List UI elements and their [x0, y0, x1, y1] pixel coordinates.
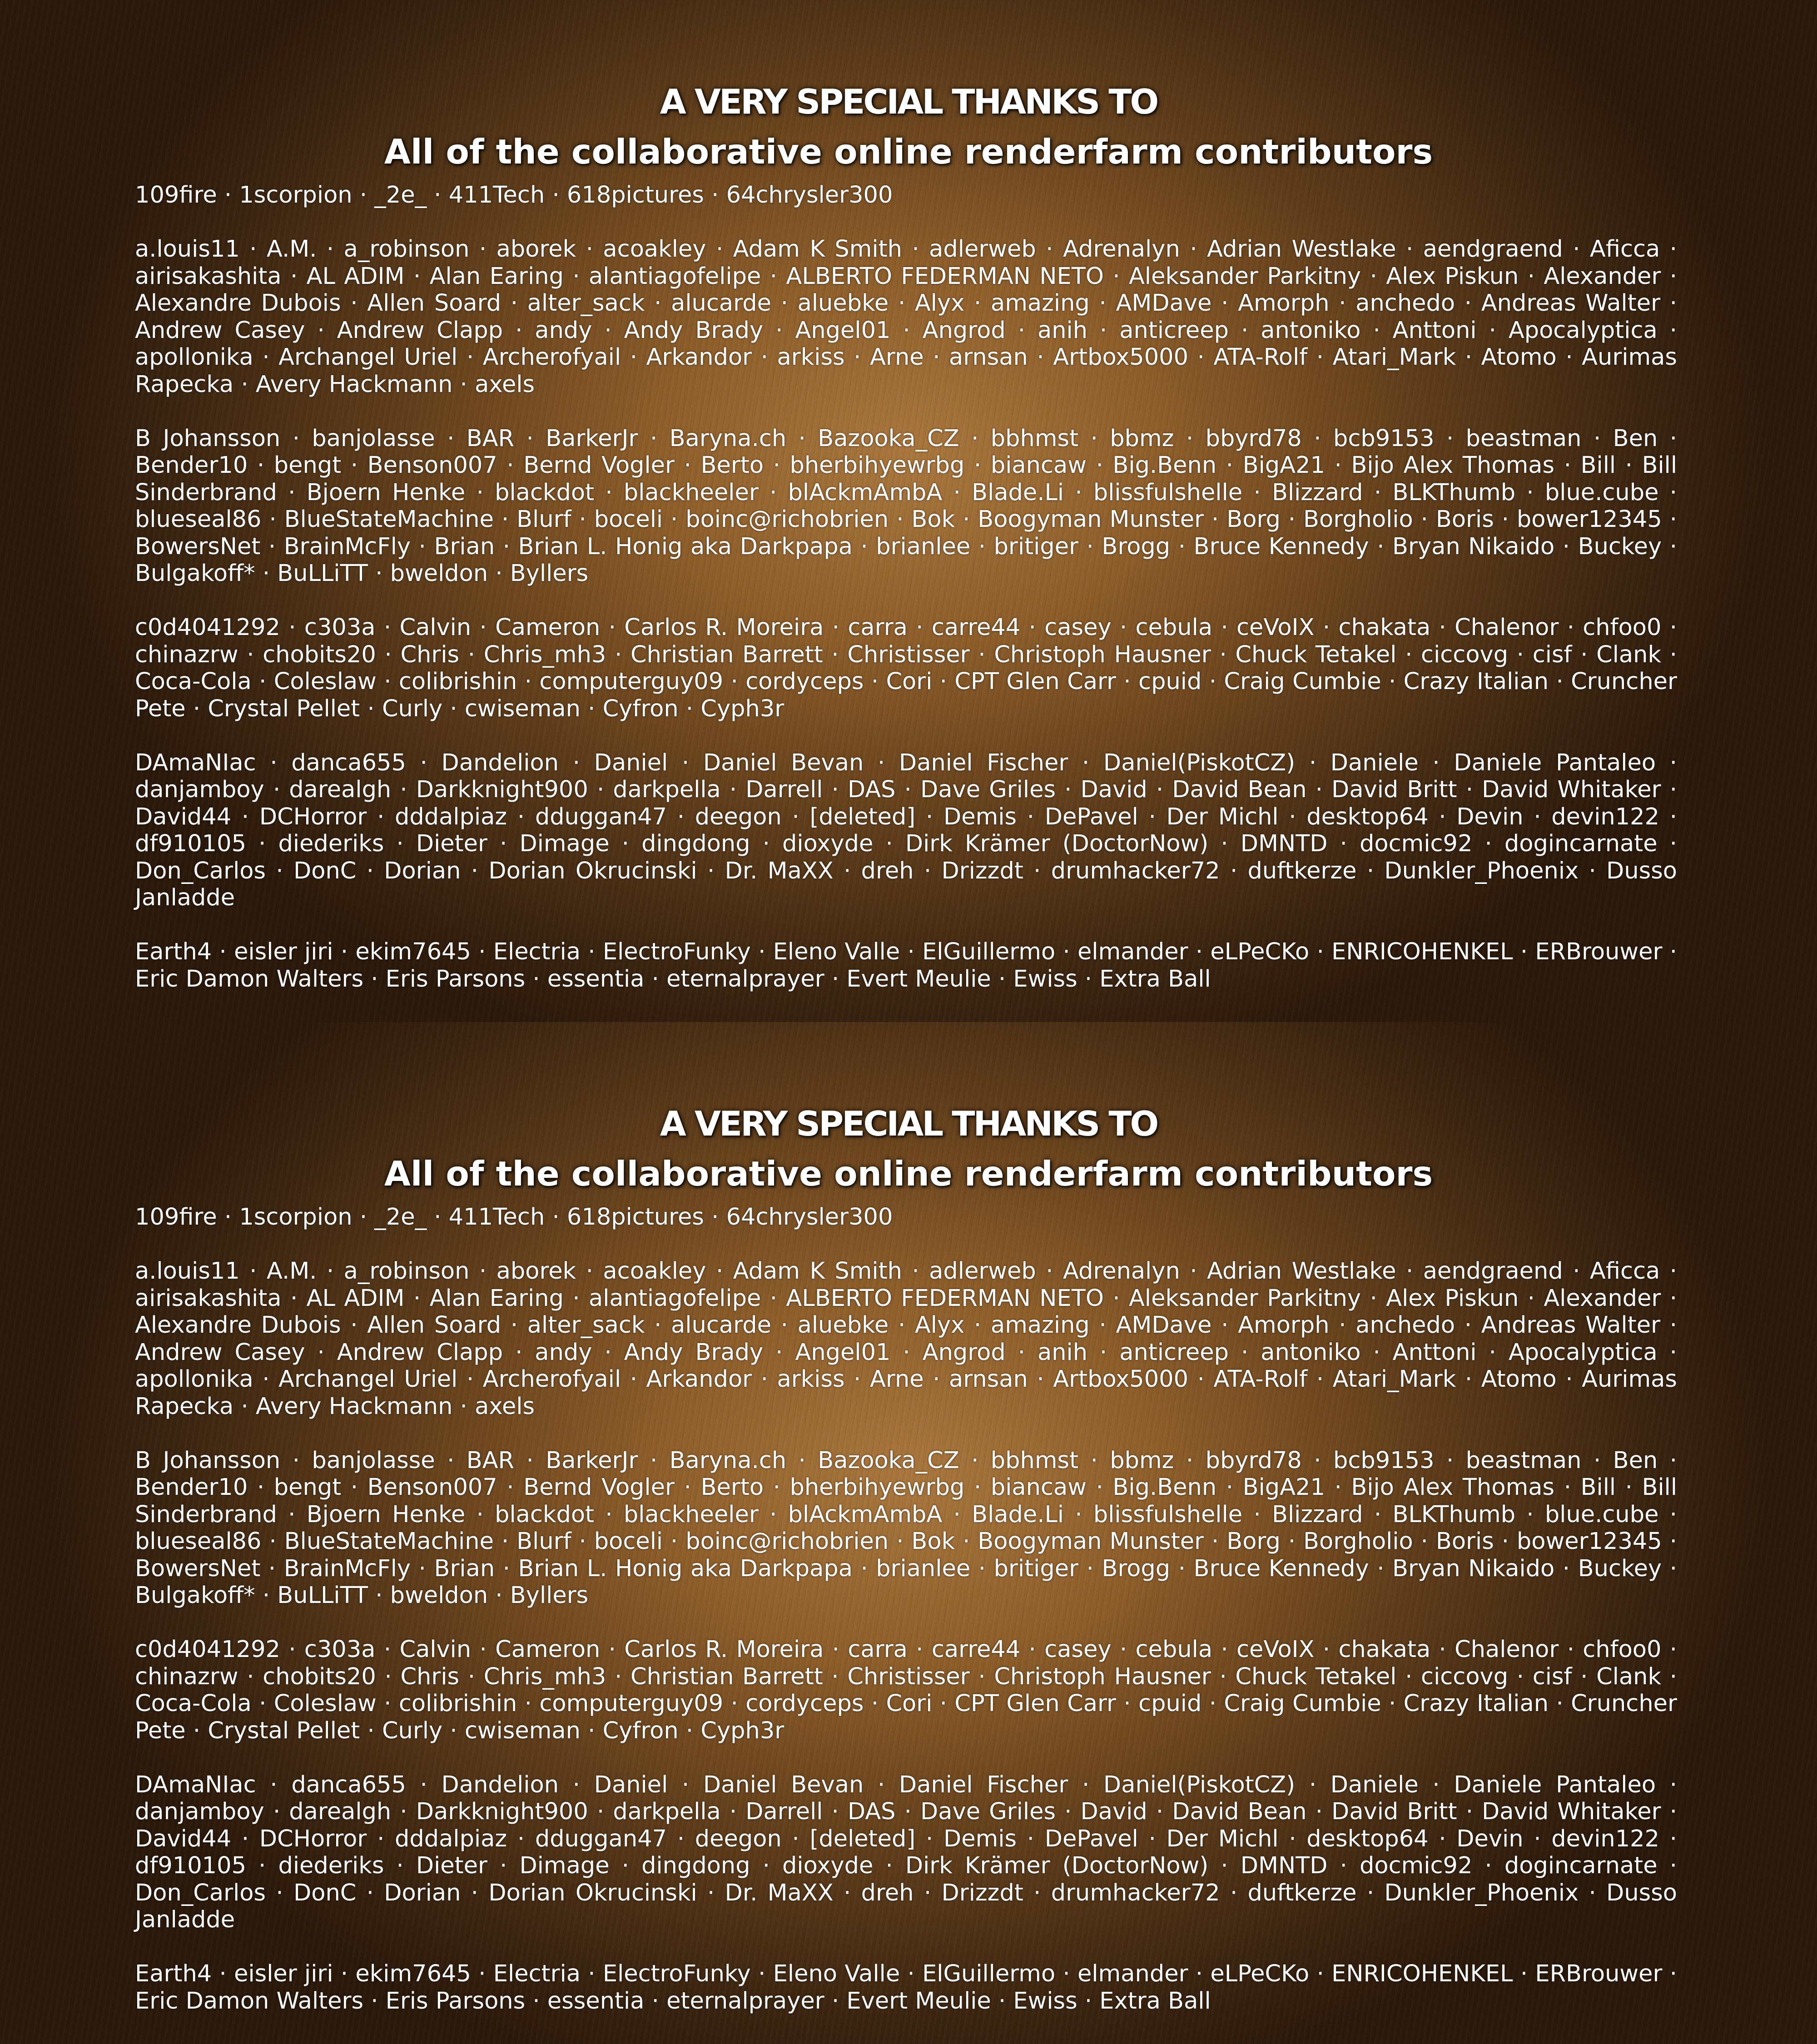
contributor-list — [135, 1204, 1677, 2042]
contributors-group-c: c0d4041292 · c303a · Calvin · Cameron · Carlos R. Moreira · carra · carre44 · casey · cebula · ceVoIX · chakata · Chalenor · chfoo0 · chinazrw · chobits20 · Chris · Chris_mh3 · Christian Barrett · Christisser · Christoph Hausner · Chuck Tetakel · ciccovg · cisf · Clank · Coca-Cola · Coleslaw · colibrishin · computerguy09 · cordyceps · Cori · CPT Glen Carr · cpuid · Craig Cumbie · Crazy Italian · Cruncher Pete · Crystal Pellet · Curly · cwiseman · Cyfron · Cyph3r — [135, 1636, 1677, 1744]
contributors-group-a: a.louis11 · A.M. · a_robinson · aborek · acoakley · Adam K Smith · adlerweb · Adrenalyn · Adrian Westlake · aendgraend · Aficca · airisakashita · AL ADIM · Alan Earing · alantiagofelipe · ALBERTO FEDERMAN NETO · Aleksander Parkitny · Alex Piskun · Alexander · Alexandre Dubois · Allen Soard · alter_sack · alucarde · aluebke · Alyx · amazing · AMDave · Amorph · anchedo · Andreas Walter · Andrew Casey · Andrew Clapp · andy · Andy Brady · Angel01 · Angrod · anih · anticreep · antoniko · Anttoni · Apocalyptica · apollonika · Archangel Uriel · Archerofyail · Arkandor · arkiss · Arne · arnsan · Artbox5000 · ATA-Rolf · Atari_Mark · Atomo · Aurimas Rapecka · Avery Hackmann · axels — [135, 1258, 1677, 1420]
contributors-group-digits: 109fire · 1scorpion · _2e_ · 411Tech · 618pictures · 64chrysler300 — [135, 1204, 893, 1230]
contributors-group-d: DAmaNIac · danca655 · Dandelion · Daniel · Daniel Bevan · Daniel Fischer · Daniel(PiskotCZ) · Daniele · Daniele Pantaleo · danjamboy · darealgh · Darkknight900 · darkpella · Darrell · DAS · Dave Griles · David · David Bean · David Britt · David Whitaker · David44 · DCHorror · dddalpiaz · dduggan47 · deegon · [deleted] · Demis · DePavel · Der Michl · desktop64 · Devin · devin122 · df910105 · diederiks · Dieter · Dimage · dingdong · dioxyde · Dirk Krämer (DoctorNow) · DMNTD · docmic92 · dogincarnate · Don_Carlos · DonC · Dorian · Dorian Okrucinski · Dr. MaXX · dreh · Drizzdt · drumhacker72 · duftkerze · Dunkler_Phoenix · Dusso Janladde — [135, 749, 1677, 911]
contributors-group-b: B Johansson · banjolasse · BAR · BarkerJr · Baryna.ch · Bazooka_CZ · bbhmst · bbmz · bbyrd78 · bcb9153 · beastman · Ben · Bender10 · bengt · Benson007 · Bernd Vogler · Berto · bherbihyewrbg · biancaw · Big.Benn · BigA21 · Bijo Alex Thomas · Bill · Bill Sinderbrand · Bjoern Henke · blackdot · blackheeler · blAckmAmbA · Blade.Li · blissfulshelle · Blizzard · BLKThumb · blue.cube · blueseal86 · BlueStateMachine · Blurf · boceli · boinc@richobrien · Bok · Boogyman Munster · Borg · Borgholio · Boris · bower12345 · BowersNet · BrainMcFly · Brian · Brian L. Honig aka Darkpapa · brianlee · britiger · Brogg · Bruce Kennedy · Bryan Nikaido · Buckey · Bulgakoff* · BuLLiTT · bweldon · Byllers — [135, 425, 1677, 587]
contributors-group-d: DAmaNIac · danca655 · Dandelion · Daniel · Daniel Bevan · Daniel Fischer · Daniel(PiskotCZ) · Daniele · Daniele Pantaleo · danjamboy · darealgh · Darkknight900 · darkpella · Darrell · DAS · Dave Griles · David · David Bean · David Britt · David Whitaker · David44 · DCHorror · dddalpiaz · dduggan47 · deegon · [deleted] · Demis · DePavel · Der Michl · desktop64 · Devin · devin122 · df910105 · diederiks · Dieter · Dimage · dingdong · dioxyde · Dirk Krämer (DoctorNow) · DMNTD · docmic92 · dogincarnate · Don_Carlos · DonC · Dorian · Dorian Okrucinski · Dr. MaXX · dreh · Drizzdt · drumhacker72 · duftkerze · Dunkler_Phoenix · Dusso Janladde — [135, 1771, 1677, 1933]
thanks-heading: A VERY SPECIAL THANKS TO — [660, 82, 1157, 122]
contributors-group-e: Earth4 · eisler jiri · ekim7645 · Electria · ElectroFunky · Eleno Valle · ElGuillermo · elmander · eLPeCKo · ENRICOHENKEL · ERBrouwer · Eric Damon Walters · Eris Parsons · essentia · eternalprayer · Evert Meulie · Ewiss · Extra Ball — [135, 938, 1677, 992]
contributors-group-c: c0d4041292 · c303a · Calvin · Cameron · Carlos R. Moreira · carra · carre44 · casey · cebula · ceVoIX · chakata · Chalenor · chfoo0 · chinazrw · chobits20 · Chris · Chris_mh3 · Christian Barrett · Christisser · Christoph Hausner · Chuck Tetakel · ciccovg · cisf · Clank · Coca-Cola · Coleslaw · colibrishin · computerguy09 · cordyceps · Cori · CPT Glen Carr · cpuid · Craig Cumbie · Crazy Italian · Cruncher Pete · Crystal Pellet · Curly · cwiseman · Cyfron · Cyph3r — [135, 614, 1677, 722]
thanks-heading: A VERY SPECIAL THANKS TO — [660, 1104, 1157, 1144]
contributors-group-a: a.louis11 · A.M. · a_robinson · aborek · acoakley · Adam K Smith · adlerweb · Adrenalyn · Adrian Westlake · aendgraend · Aficca · airisakashita · AL ADIM · Alan Earing · alantiagofelipe · ALBERTO FEDERMAN NETO · Aleksander Parkitny · Alex Piskun · Alexander · Alexandre Dubois · Allen Soard · alter_sack · alucarde · aluebke · Alyx · amazing · AMDave · Amorph · anchedo · Andreas Walter · Andrew Casey · Andrew Clapp · andy · Andy Brady · Angel01 · Angrod · anih · anticreep · antoniko · Anttoni · Apocalyptica · apollonika · Archangel Uriel · Archerofyail · Arkandor · arkiss · Arne · arnsan · Artbox5000 · ATA-Rolf · Atari_Mark · Atomo · Aurimas Rapecka · Avery Hackmann · axels — [135, 236, 1677, 398]
contributors-group-e: Earth4 · eisler jiri · ekim7645 · Electria · ElectroFunky · Eleno Valle · ElGuillermo · elmander · eLPeCKo · ENRICOHENKEL · ERBrouwer · Eric Damon Walters · Eris Parsons · essentia · eternalprayer · Evert Meulie · Ewiss · Extra Ball — [135, 1960, 1677, 2014]
contributors-group-b: B Johansson · banjolasse · BAR · BarkerJr · Baryna.ch · Bazooka_CZ · bbhmst · bbmz · bbyrd78 · bcb9153 · beastman · Ben · Bender10 · bengt · Benson007 · Bernd Vogler · Berto · bherbihyewrbg · biancaw · Big.Benn · BigA21 · Bijo Alex Thomas · Bill · Bill Sinderbrand · Bjoern Henke · blackdot · blackheeler · blAckmAmbA · Blade.Li · blissfulshelle · Blizzard · BLKThumb · blue.cube · blueseal86 · BlueStateMachine · Blurf · boceli · boinc@richobrien · Bok · Boogyman Munster · Borg · Borgholio · Boris · bower12345 · BowersNet · BrainMcFly · Brian · Brian L. Honig aka Darkpapa · brianlee · britiger · Brogg · Bruce Kennedy · Bryan Nikaido · Buckey · Bulgakoff* · BuLLiTT · bweldon · Byllers — [135, 1447, 1677, 1609]
contributors-subheading: All of the collaborative online renderfarm contributors — [384, 132, 1433, 172]
contributor-list — [135, 182, 1677, 1020]
credits-panel-bottom — [0, 1022, 1817, 2044]
contributors-subheading: All of the collaborative online renderfarm contributors — [384, 1154, 1433, 1194]
contributors-group-digits: 109fire · 1scorpion · _2e_ · 411Tech · 618pictures · 64chrysler300 — [135, 182, 893, 208]
